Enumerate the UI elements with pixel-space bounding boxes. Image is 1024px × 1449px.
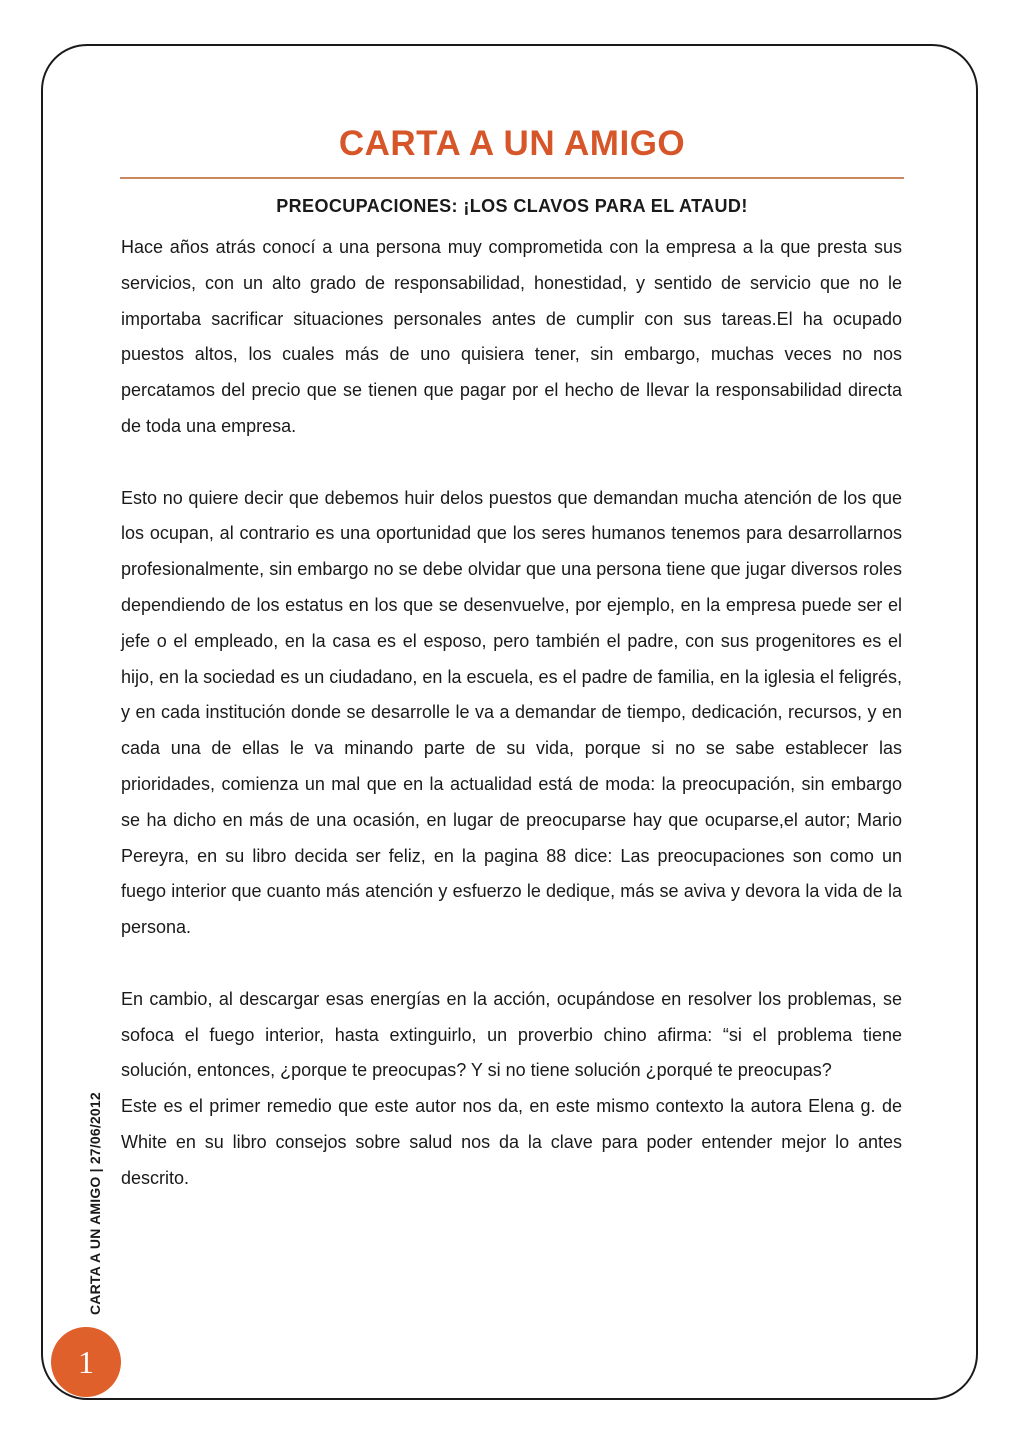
title-divider	[120, 177, 904, 179]
paragraph: Esto no quiere decir que debemos huir delos puestos que demandan mucha atención de los que los ocupan, al contrario es una oportunidad que los seres humanos tenemos para desarrollarnos profesionalmente, sin embargo no se debe olvidar que una persona tiene que jugar diversos roles dependiendo de los estatus en los que se desenvuelve, por ejemplo, en la empresa puede ser el jefe o el empleado, en la casa es el esposo, pero también el padre, con sus progenitores es el hijo, en la sociedad es un ciudadano, en la escuela, es el padre de familia, en la iglesia el feligrés, y en cada institución donde se desarrolle le va a demandar de tiempo, dedicación, recursos, y en cada una de ellas le va minando parte de su vida, porque si no se sabe establecer las prioridades, comienza un mal que en la actualidad está de moda: la preocupación, sin embargo se ha dicho en más de una ocasión, en lugar de preocuparse hay que ocuparse,el autor; Mario Pereyra, en su libro decida ser feliz, en la pagina 88 dice: Las preocupaciones son como un fuego interior que cuanto más atención y esfuerzo le dedique, más se aviva y devora la vida de la persona.	[121, 487, 902, 938]
paragraph: Hace años atrás conocí a una persona muy comprometida con la empresa a la que presta sus servicios, con un alto grado de responsabilidad, honestidad, y sentido de servicio que no le importaba sacrificar situaciones personales antes de cumplir con sus tareas.El ha ocupado puestos altos, los cuales más de uno quisiera tener, sin embargo, muchas veces no nos percatamos del precio que se tienen que pagar por el hecho de llevar la responsabilidad directa de toda una empresa.	[121, 237, 902, 436]
document-subtitle: PREOCUPACIONES: ¡LOS CLAVOS PARA EL ATAUD!	[276, 196, 748, 216]
paragraph-spacer	[121, 445, 902, 481]
paragraph-spacer	[121, 946, 902, 982]
side-running-header: CARTA A UN AMIGO | 27/06/2012	[87, 1092, 103, 1315]
page-number-badge: 1	[51, 1327, 121, 1397]
paragraph: Este es el primer remedio que este autor nos da, en este mismo contexto la autora Elena g. de White en su libro consejos sobre salud nos da la clave para poder entender mejor lo antes descrito.	[121, 1096, 902, 1188]
document-title: CARTA A UN AMIGO	[338, 124, 686, 163]
paragraph: En cambio, al descargar esas energías en la acción, ocupándose en resolver los problemas, se sofoca el fuego interior, hasta extinguirlo, un proverbio chino afirma: “si el problema tiene solución, entonces, ¿porque te preocupas? Y si no tiene solución ¿porqué te preocupas?	[121, 988, 902, 1081]
letter-body	[121, 230, 902, 1197]
